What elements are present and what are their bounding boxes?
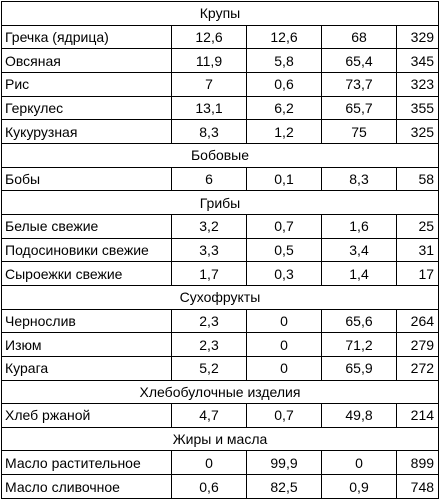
fat-cell: 0,7	[247, 404, 322, 428]
fat-cell: 1,2	[247, 120, 322, 144]
fat-cell: 0	[247, 333, 322, 357]
kcal-cell: 325	[397, 120, 439, 144]
section-header-row	[2, 191, 439, 215]
product-name-cell: Подосиновики свежие	[2, 238, 172, 262]
table-row	[2, 309, 439, 333]
product-name-cell: Масло растительное	[2, 451, 172, 475]
table-row	[2, 238, 439, 262]
carbs-cell: 1,6	[322, 214, 397, 238]
carbs-cell: 49,8	[322, 404, 397, 428]
fat-cell: 99,9	[247, 451, 322, 475]
kcal-cell: 323	[397, 72, 439, 96]
section-title: Бобовые	[2, 143, 439, 167]
fat-cell: 6,2	[247, 96, 322, 120]
kcal-cell: 748	[397, 475, 439, 499]
product-name-cell: Сыроежки свежие	[2, 262, 172, 286]
table-row	[2, 25, 439, 49]
protein-cell: 3,3	[172, 238, 247, 262]
protein-cell: 2,3	[172, 309, 247, 333]
section-header-row	[2, 2, 439, 26]
section-title: Крупы	[2, 2, 439, 26]
protein-cell: 4,7	[172, 404, 247, 428]
kcal-cell: 31	[397, 238, 439, 262]
carbs-cell: 71,2	[322, 333, 397, 357]
fat-cell: 12,6	[247, 25, 322, 49]
product-name-cell: Овсяная	[2, 49, 172, 73]
kcal-cell: 17	[397, 262, 439, 286]
section-title: Сухофрукты	[2, 285, 439, 309]
kcal-cell: 355	[397, 96, 439, 120]
protein-cell: 1,7	[172, 262, 247, 286]
table-row	[2, 214, 439, 238]
protein-cell: 13,1	[172, 96, 247, 120]
protein-cell: 8,3	[172, 120, 247, 144]
kcal-cell: 279	[397, 333, 439, 357]
kcal-cell: 345	[397, 49, 439, 73]
table-row	[2, 120, 439, 144]
carbs-cell: 73,7	[322, 72, 397, 96]
section-header-row	[2, 427, 439, 451]
table-row	[2, 96, 439, 120]
carbs-cell: 65,4	[322, 49, 397, 73]
table-row	[2, 72, 439, 96]
protein-cell: 5,2	[172, 356, 247, 380]
product-name-cell: Изюм	[2, 333, 172, 357]
section-title: Хлебобулочные изделия	[2, 380, 439, 404]
kcal-cell: 272	[397, 356, 439, 380]
product-name-cell: Гречка (ядрица)	[2, 25, 172, 49]
carbs-cell: 0,9	[322, 475, 397, 499]
table-row	[2, 49, 439, 73]
fat-cell: 0	[247, 356, 322, 380]
table-body	[2, 2, 439, 499]
protein-cell: 3,2	[172, 214, 247, 238]
protein-cell: 0	[172, 451, 247, 475]
nutrition-table	[1, 1, 439, 499]
fat-cell: 0,1	[247, 167, 322, 191]
table-row	[2, 451, 439, 475]
protein-cell: 0,6	[172, 475, 247, 499]
fat-cell: 0,7	[247, 214, 322, 238]
carbs-cell: 3,4	[322, 238, 397, 262]
product-name-cell: Рис	[2, 72, 172, 96]
kcal-cell: 214	[397, 404, 439, 428]
fat-cell: 5,8	[247, 49, 322, 73]
section-title: Грибы	[2, 191, 439, 215]
carbs-cell: 65,6	[322, 309, 397, 333]
fat-cell: 82,5	[247, 475, 322, 499]
fat-cell: 0,3	[247, 262, 322, 286]
product-name-cell: Масло сливочное	[2, 475, 172, 499]
fat-cell: 0,5	[247, 238, 322, 262]
kcal-cell: 264	[397, 309, 439, 333]
fat-cell: 0	[247, 309, 322, 333]
protein-cell: 7	[172, 72, 247, 96]
table-row	[2, 333, 439, 357]
table-row	[2, 356, 439, 380]
product-name-cell: Бобы	[2, 167, 172, 191]
carbs-cell: 8,3	[322, 167, 397, 191]
section-header-row	[2, 380, 439, 404]
product-name-cell: Белые свежие	[2, 214, 172, 238]
product-name-cell: Курага	[2, 356, 172, 380]
carbs-cell: 75	[322, 120, 397, 144]
table-row	[2, 475, 439, 499]
protein-cell: 2,3	[172, 333, 247, 357]
table-row	[2, 404, 439, 428]
table-row	[2, 262, 439, 286]
product-name-cell: Геркулес	[2, 96, 172, 120]
carbs-cell: 65,7	[322, 96, 397, 120]
section-header-row	[2, 143, 439, 167]
carbs-cell: 1,4	[322, 262, 397, 286]
section-header-row	[2, 285, 439, 309]
fat-cell: 0,6	[247, 72, 322, 96]
carbs-cell: 65,9	[322, 356, 397, 380]
protein-cell: 6	[172, 167, 247, 191]
protein-cell: 12,6	[172, 25, 247, 49]
kcal-cell: 58	[397, 167, 439, 191]
section-title: Жиры и масла	[2, 427, 439, 451]
product-name-cell: Чернослив	[2, 309, 172, 333]
product-name-cell: Хлеб ржаной	[2, 404, 172, 428]
carbs-cell: 0	[322, 451, 397, 475]
kcal-cell: 25	[397, 214, 439, 238]
kcal-cell: 329	[397, 25, 439, 49]
kcal-cell: 899	[397, 451, 439, 475]
product-name-cell: Кукурузная	[2, 120, 172, 144]
carbs-cell: 68	[322, 25, 397, 49]
protein-cell: 11,9	[172, 49, 247, 73]
table-row	[2, 167, 439, 191]
